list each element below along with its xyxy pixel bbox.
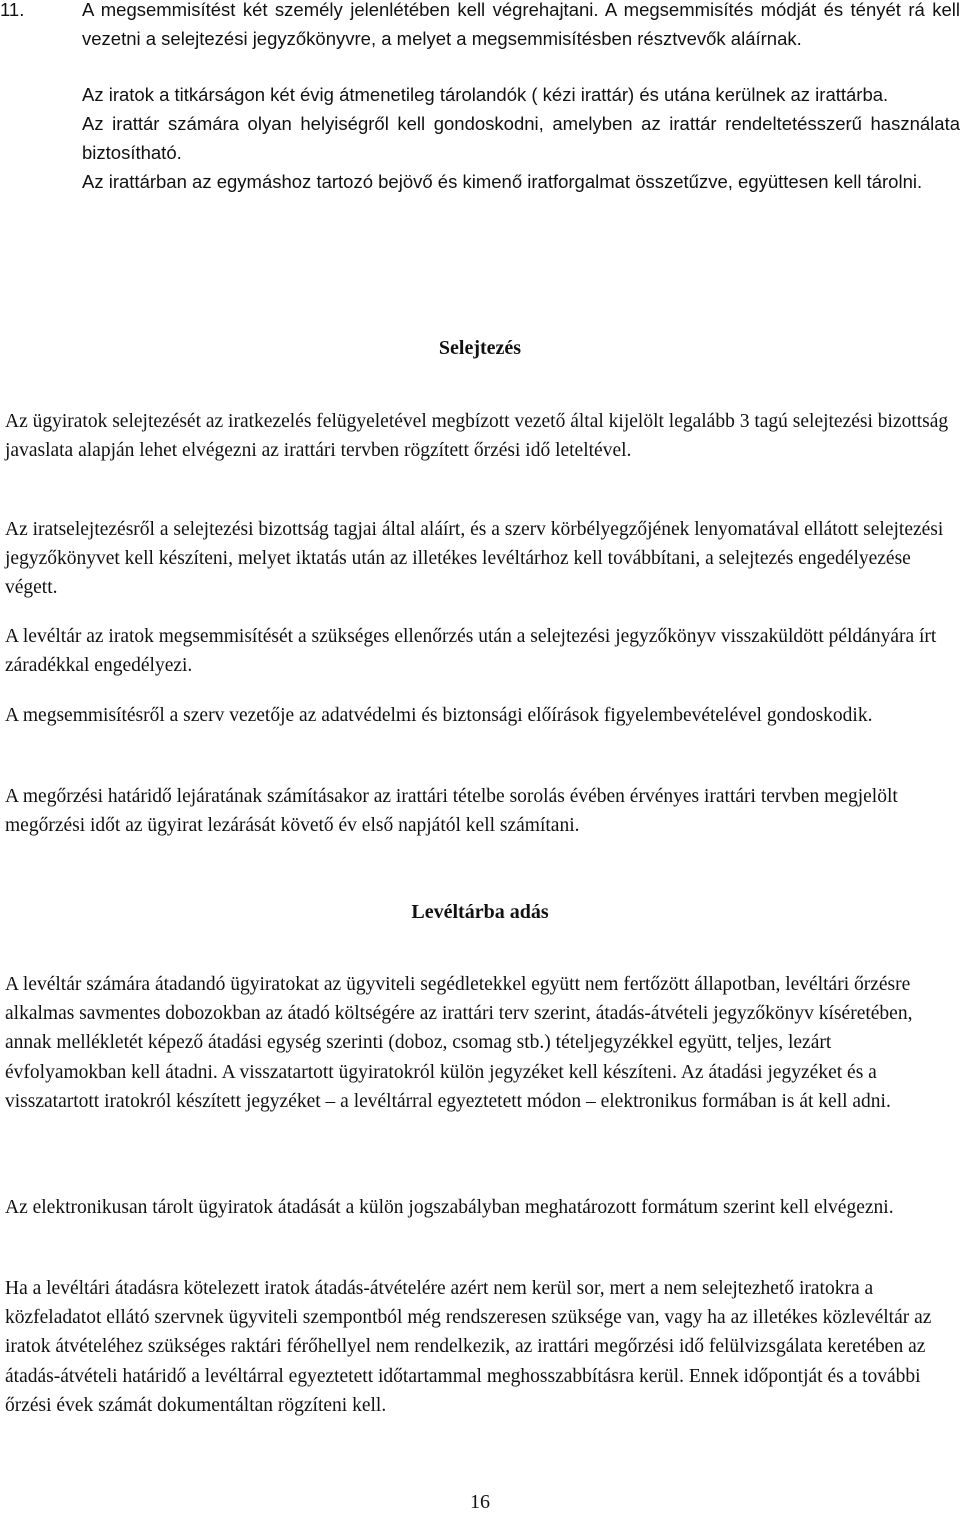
paragraph: Az iratselejtezésről a selejtezési bizottság tagjai által aláírt, és a szerv körbélyegzőjének lenyomatával ellátott selejtezési jegyzőkönyvet kell készíteni, melyet iktatás után az illetékes levéltárhoz kell továbbítani, a selejtezés engedélyezése végett. bbox=[5, 519, 944, 599]
leveltarba-p3 bbox=[5, 1274, 955, 1420]
heading-selejtezes: Selejtezés bbox=[438, 337, 522, 359]
paragraph: A megőrzési határidő lejáratának számításakor az irattári tételbe sorolás évében érvényes irattári tervben megjelölt megőrzési időt az ügyirat lezárását követő év első napjától kell számítani. bbox=[5, 786, 898, 837]
paragraph: Az ügyiratok selejtezését az iratkezelés felügyeletével megbízott vezető által kijelölt legalább 3 tagú selejtezési bizottság javaslata alapján lehet elvégezni az irattári tervben rögzített őrzési idő leteltével. bbox=[5, 411, 949, 462]
selejtezes-p5 bbox=[5, 782, 955, 840]
selejtezes-p1 bbox=[5, 407, 955, 465]
item-text: A megsemmisítést két személy jelenlétében kell végrehajtani. A megsemmisítés módját és tényét rá kell vezetni a selejtezési jegyzőkönyvre, a melyet a megsemmisítésben résztvevők aláírnak. bbox=[82, 0, 960, 49]
paragraph: Az elektronikusan tárolt ügyiratok átadását a külön jogszabályban meghatározott formátum szerint kell elvégezni. bbox=[5, 1197, 894, 1218]
numbered-item-11 bbox=[0, 0, 960, 53]
paragraph-osszetuzve: Az irattárban az egymáshoz tartozó bejövő és kimenő iratforgalmat összetűzve, együttesen kell tárolni. bbox=[82, 171, 923, 192]
paragraph-helyiseg: Az irattár számára olyan helyiségről kell gondoskodni, amelyben az irattár rendeltetésszerű használata biztosítható. bbox=[82, 113, 960, 163]
page-number: 16 bbox=[470, 1491, 490, 1513]
paragraph: A levéltár számára átadandó ügyiratokat az ügyviteli segédletekkel együtt nem fertőzött állapotban, levéltári őrzésre alkalmas savmentes dobozokban az átadó költségére az irattári terv szerint, átadás-átvételi jegyzőkönyv kíséretében, annak mellékletét képező átadási egység szerinti (doboz, csomag stb.) tételjegyzékkel együtt, teljes, lezárt évfolyamokban kell átadni. A visszatartott ügyiratokról külön jegyzéket kell készíteni. Az átadási jegyzéket és a visszatartott iratokról készített jegyzéket – a levéltárral egyeztetett módon – elektronikus formában is át kell adni. bbox=[5, 974, 913, 1112]
leveltarba-p2 bbox=[5, 1193, 955, 1222]
item-number: 11. bbox=[0, 0, 25, 20]
paragraph: A megsemmisítésről a szerv vezetője az adatvédelmi és biztonsági előírások figyelembevételével gondoskodik. bbox=[5, 705, 873, 726]
selejtezes-p3 bbox=[5, 622, 955, 680]
paragraph: A levéltár az iratok megsemmisítését a szükséges ellenőrzés után a selejtezési jegyzőkönyv visszaküldött példányára írt záradékkal engedélyezi. bbox=[5, 626, 937, 677]
heading-leveltarba-adas: Levéltárba adás bbox=[411, 901, 549, 923]
paragraph: Ha a levéltári átadásra kötelezett iratok átadás-átvételére azért nem kerül sor, mert a nem selejtezhető iratokra a közfeladatot ellátó szervnek ügyviteli szempontból még rendszeresen szüksége van, vagy ha az illetékes közlevéltár az iratok átvételéhez szükséges raktári férőhellyel nem rendelkezik, az irattári megőrzési idő felülvizsgálata keretében az átadás-átvételi határidő a levéltárral egyeztetett időtartammal meghosszabbításra kerül. Ennek időpontját és a további őrzési évek számát dokumentáltan rögzíteni kell. bbox=[5, 1278, 932, 1416]
leveltarba-p1 bbox=[5, 970, 955, 1116]
selejtezes-p2 bbox=[5, 515, 955, 603]
paragraph-titkarsag: Az iratok a titkárságon két évig átmenetileg tárolandók ( kézi irattár) és utána kerülnek az irattárba. bbox=[82, 84, 889, 105]
irattar-section bbox=[0, 0, 960, 196]
selejtezes-p4 bbox=[5, 701, 955, 730]
